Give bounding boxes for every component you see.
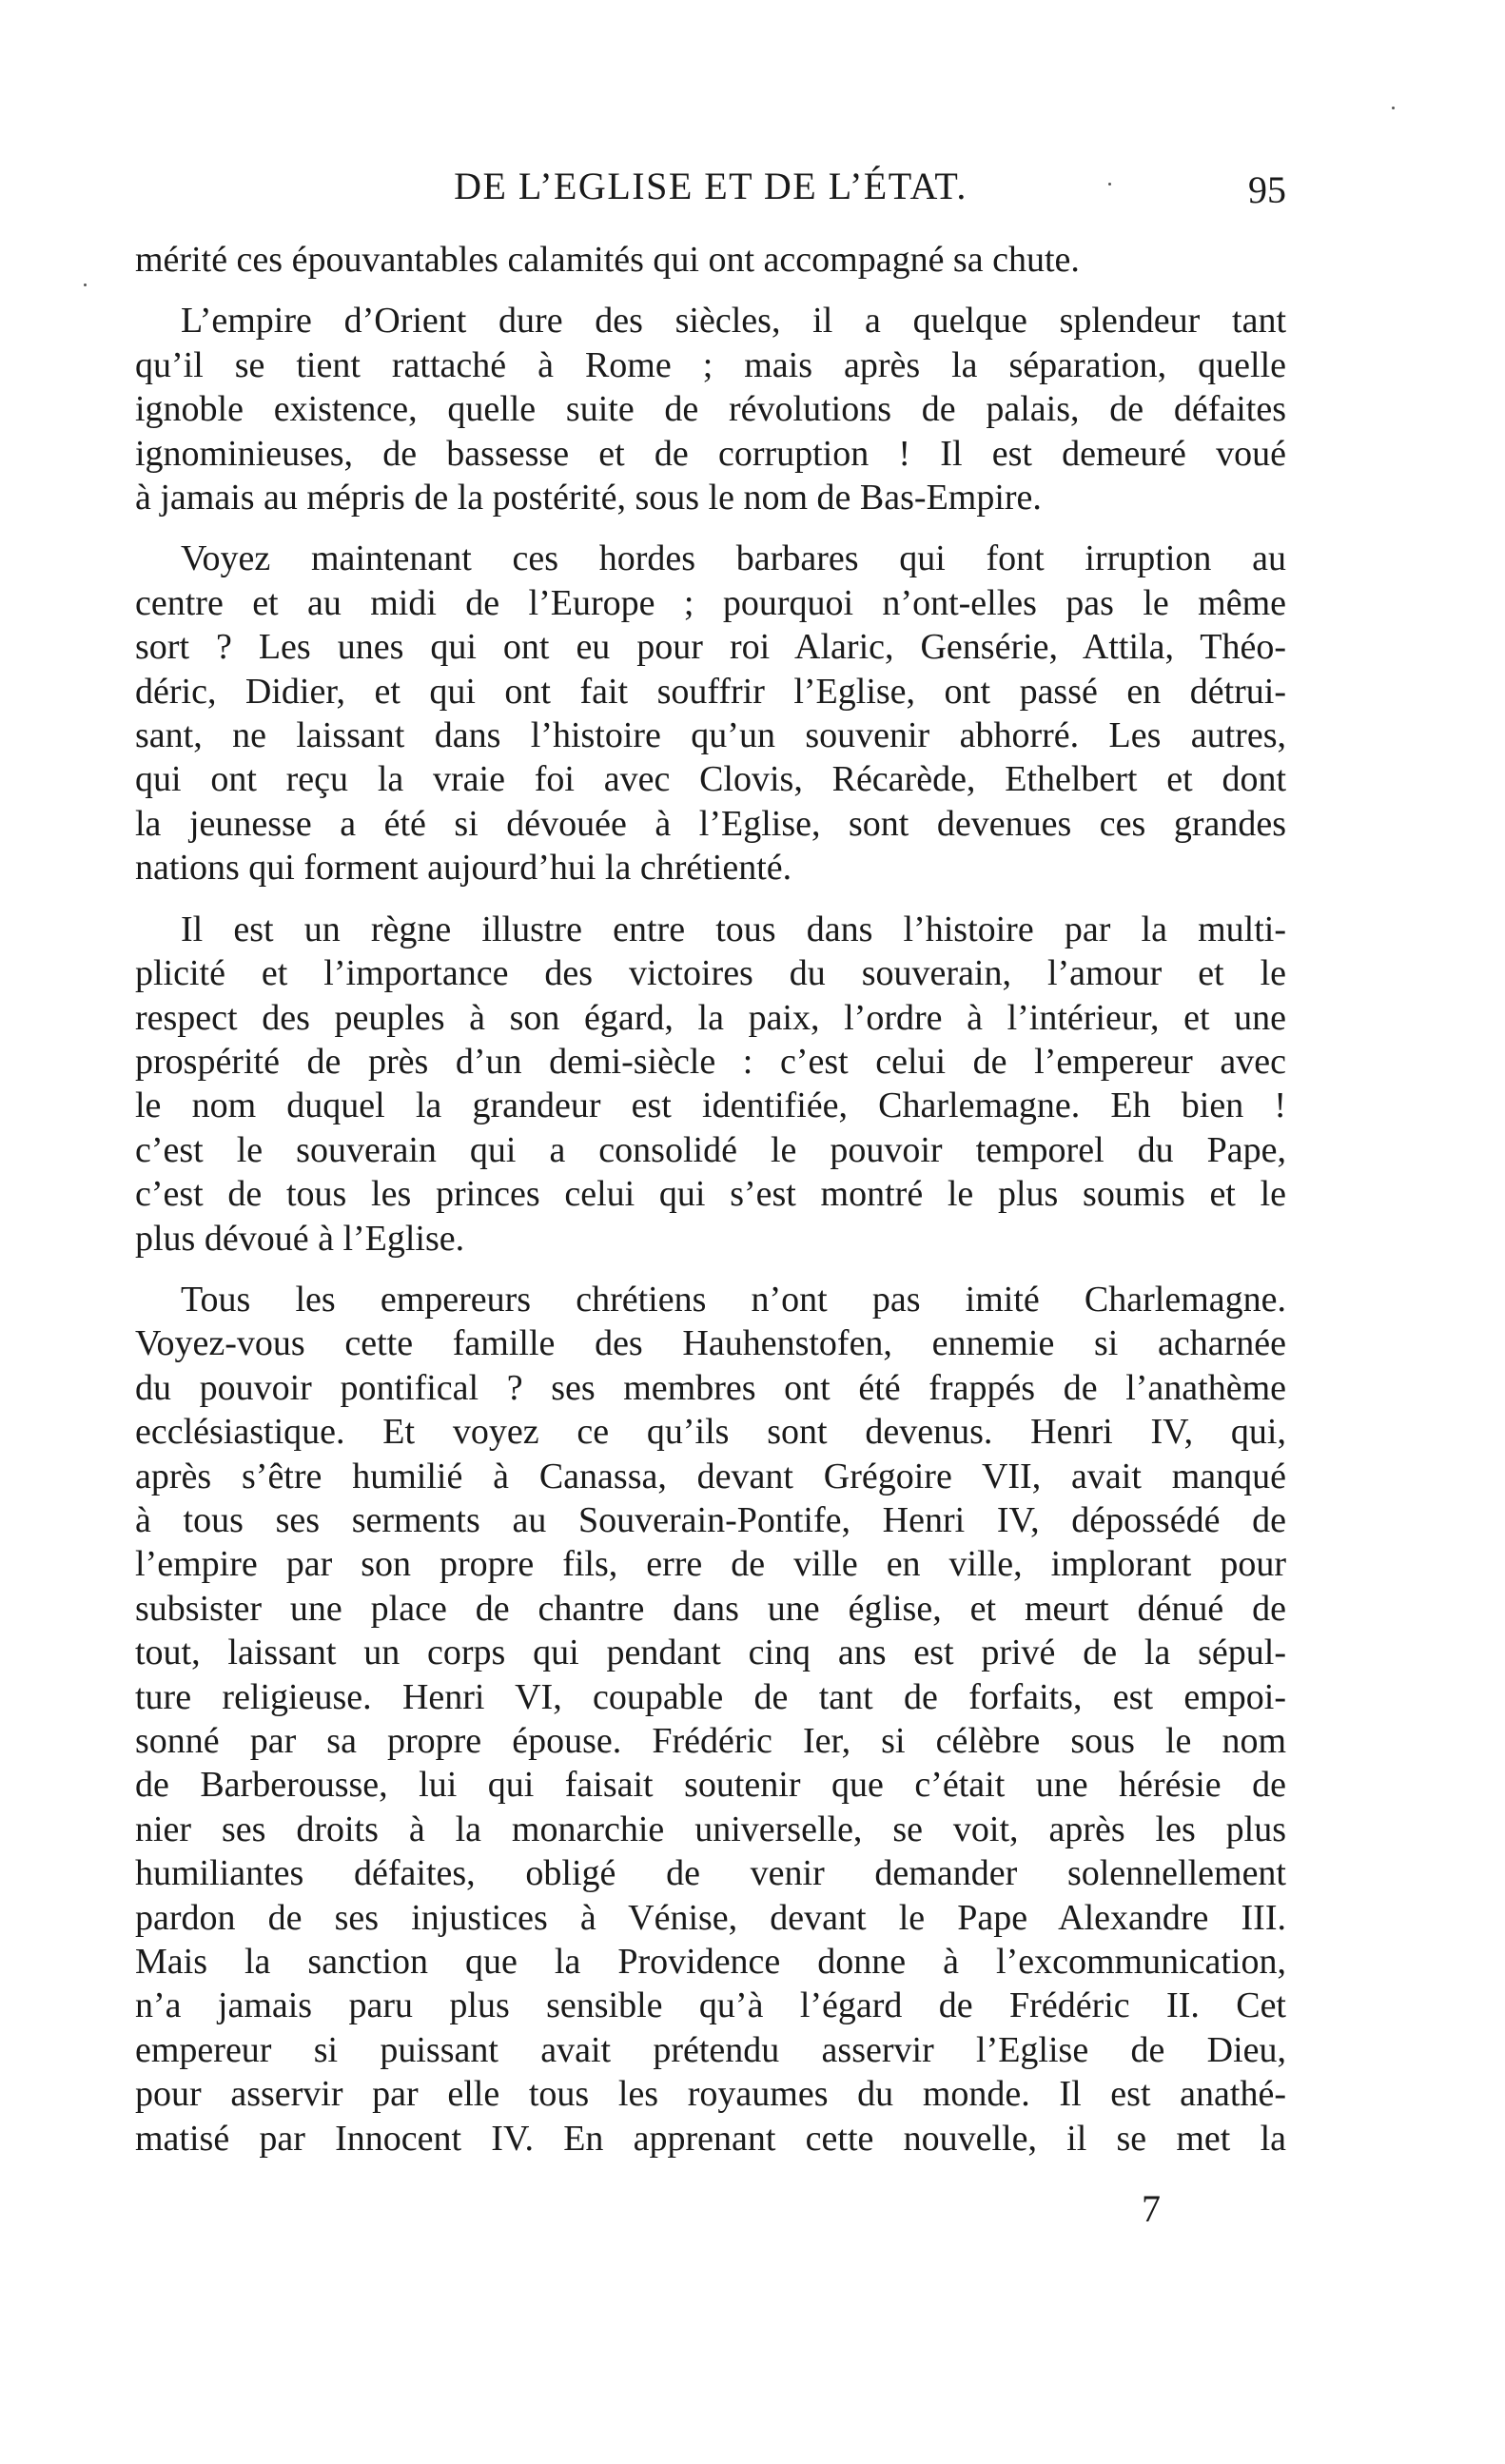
text-line: pour asservir par elle tous les royaumes du monde. Il est anathé- [135,2074,1286,2115]
text-line: de Barberousse, lui qui faisait soutenir que c’était une hérésie de [135,1765,1286,1806]
text-line: Mais la sanction que la Providence donne à l’excommunication, [135,1942,1286,1983]
text-line: Voyez-vous cette famille des Hauhenstofen, ennemie si acharnée [135,1323,1286,1364]
text-line: nier ses droits à la monarchie universelle, se voit, après les plus [135,1809,1286,1849]
text-line: Tous les empereurs chrétiens n’ont pas imité Charlemagne. [181,1279,1286,1320]
text-line: ignominieuses, de bassesse et de corruption ! Il est demeuré voué [135,433,1286,474]
scan-speck [1108,183,1111,186]
text-line: prospérité de près d’un demi-siècle : c’est celui de l’empereur avec [135,1041,1286,1082]
text-line: n’a jamais paru plus sensible qu’à l’égard de Frédéric II. Cet [135,1985,1286,2026]
text-line: déric, Didier, et qui ont fait souffrir l’Eglise, ont passé en détrui- [135,671,1286,712]
text-line: sant, ne laissant dans l’histoire qu’un souvenir abhorré. Les autres, [135,715,1286,756]
text-line: c’est de tous les princes celui qui s’est montré le plus soumis et le [135,1174,1286,1215]
text-line: mérité ces épouvantables calamités qui ont accompagné sa chute. [135,240,1080,280]
paragraph [135,537,1286,890]
text-line: ture religieuse. Henri VI, coupable de tant de forfaits, est empoi- [135,1676,1286,1717]
text-line: à tous ses serments au Souverain-Pontife, Henri IV, dépossédé de [135,1499,1286,1540]
text-line: à jamais au mépris de la postérité, sous le nom de Bas-Empire. [135,478,1042,518]
page-number: 95 [1248,168,1286,211]
text-line: sort ? Les unes qui ont eu pour roi Alaric, Gensérie, Attila, Théo- [135,627,1286,668]
text-line: respect des peuples à son égard, la paix, l’ordre à l’intérieur, et une [135,997,1286,1038]
text-line: l’empire par son propre fils, erre de ville en ville, implorant pour [135,1544,1286,1585]
paragraph [135,299,1286,519]
text-line: matisé par Innocent IV. En apprenant cette nouvelle, il se met la [135,2118,1286,2159]
text-line: centre et au midi de l’Europe ; pourquoi n’ont-elles pas le même [135,582,1286,623]
text-line: empereur si puissant avait prétendu asservir l’Eglise de Dieu, [135,2029,1286,2070]
paragraph [135,908,1286,1261]
running-title: DE L’EGLISE ET DE L’ÉTAT. [454,165,968,207]
text-line: c’est le souverain qui a consolidé le pouvoir temporel du Pape, [135,1129,1286,1170]
text-line: après s’être humilié à Canassa, devant Grégoire VII, avait manqué [135,1456,1286,1496]
text-line: qu’il se tient rattaché à Rome ; mais après la séparation, quelle [135,344,1286,385]
text-line: le nom duquel la grandeur est identifiée, Charlemagne. Eh bien ! [135,1085,1286,1126]
text-line: sonné par sa propre épouse. Frédéric Ier, si célèbre sous le nom [135,1721,1286,1761]
text-line: nations qui forment aujourd’hui la chrétienté. [135,848,792,889]
text-line: ecclésiastique. Et voyez ce qu’ils sont devenus. Henri IV, qui, [135,1412,1286,1453]
paragraph [135,238,1286,282]
text-line: pardon de ses injustices à Vénise, devant le Pape Alexandre III. [135,1897,1286,1938]
running-head [135,160,1286,217]
text-line: humiliantes défaites, obligé de venir demander solennellement [135,1853,1286,1894]
text-line: Il est un règne illustre entre tous dans l’histoire par la multi- [181,909,1286,949]
text-line: L’empire d’Orient dure des siècles, il a quelque splendeur tant [181,301,1286,342]
text-line: ignoble existence, quelle suite de révolutions de palais, de défaites [135,389,1286,430]
signature-mark: 7 [1142,2187,1161,2230]
text-line: subsister une place de chantre dans une église, et meurt dénué de [135,1588,1286,1629]
text-line: plicité et l’importance des victoires du souverain, l’amour et le [135,953,1286,994]
body-text [135,238,1286,2178]
paragraph [135,1278,1286,2161]
text-line: du pouvoir pontifical ? ses membres ont été frappés de l’anathème [135,1367,1286,1408]
text-line: tout, laissant un corps qui pendant cinq ans est privé de la sépul- [135,1633,1286,1673]
text-line: plus dévoué à l’Eglise. [135,1218,465,1259]
text-line: la jeunesse a été si dévouée à l’Eglise, sont devenues ces grandes [135,803,1286,844]
text-line: qui ont reçu la vraie foi avec Clovis, Récarède, Ethelbert et dont [135,759,1286,800]
text-line: Voyez maintenant ces hordes barbares qui font irruption au [181,538,1286,579]
scan-speck [1392,107,1395,109]
scan-speck [84,284,87,286]
